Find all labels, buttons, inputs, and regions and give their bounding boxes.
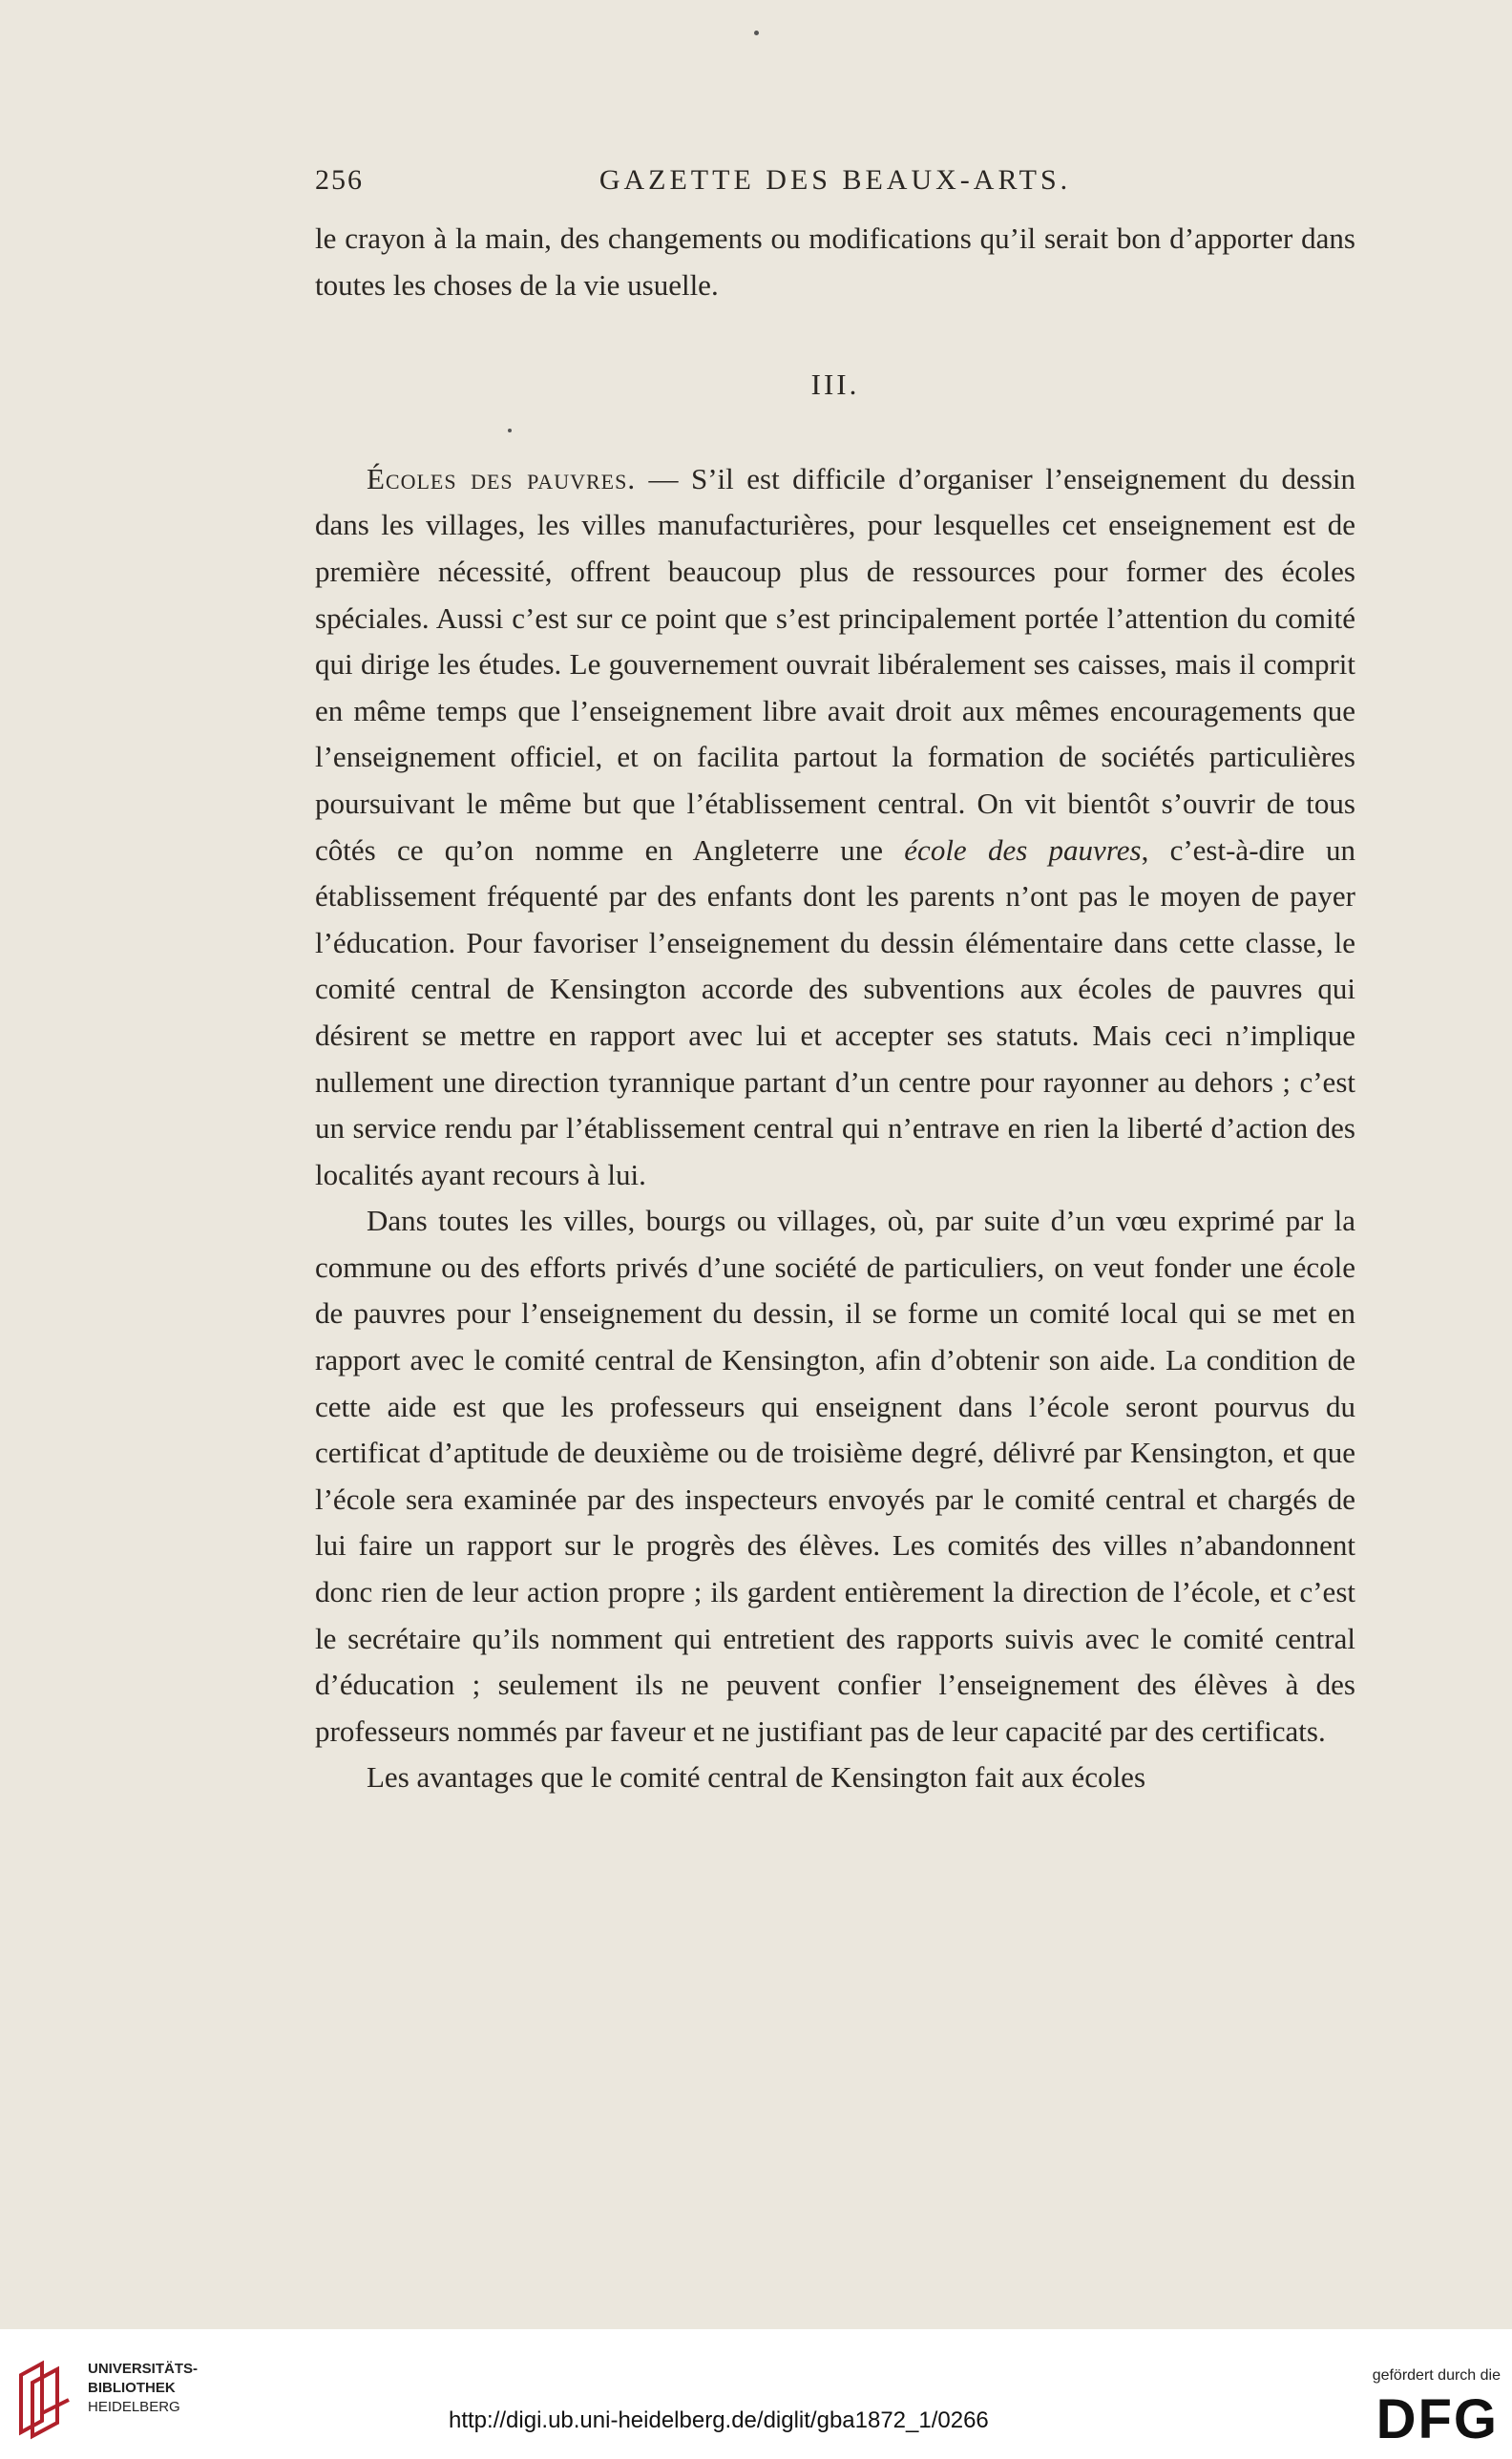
library-name xyxy=(88,2360,198,2417)
library-name-line: UNIVERSITÄTS- xyxy=(88,2361,199,2377)
paragraph-text: — S’il est difficile d’organiser l’enseignement du dessin dans les villages, les villes manufacturières, pour lesquelles cet enseignement est de première nécessité, offrent beaucoup plus de ressources pour former des écoles spéciales. Aussi c’est sur ce point que s’est principalement portée l’attention du comité qui dirige les études. Le gouvernement ouvrait libéralement ses caisses, mais il comprit en même temps que l’enseignement libre avait droit aux mêmes encouragements que l’enseignement officiel, et on facilita partout la formation de sociétés particulières poursuivant le même but que l’établissement central. On vit bientôt s’ouvrir de tous côtés ce qu’on nomme en Angleterre une xyxy=(315,461,1356,867)
library-name-line: BIBLIOTHEK xyxy=(88,2380,176,2396)
article-body xyxy=(315,216,1355,1801)
running-title: GAZETTE DES BEAUX-ARTS. xyxy=(598,164,1072,196)
paragraph-text: , c’est-à-dire un établissement fréquenté par des enfants dont les parents n’ont pas le moyen de payer l’éducation. Pour favoriser l’enseignement du dessin élémentaire dans cette classe, le comité central de Kensington accorde des subventions aux écoles de pauvres qui désirent se mettre en rapport avec lui et accepter ses statuts. Mais ceci n’implique nullement une direction tyrannique partant d’un centre pour rayonner au dehors ; c’est un service rendu par l’établissement central qui n’entrave en rien la liberté d’action des localités ayant recours à lui. xyxy=(315,832,1355,1191)
library-logo-icon xyxy=(13,2356,80,2440)
funded-by-label: gefördert durch die xyxy=(1372,2367,1501,2384)
italic-term: école des pauvres xyxy=(904,832,1142,867)
paragraph: Les avantages que le comité central de Kensington fait aux écoles xyxy=(367,1760,1146,1795)
footer-bar xyxy=(0,2329,1512,2459)
section-number: III. xyxy=(810,368,860,402)
dfg-logo: DFG xyxy=(1376,2388,1499,2450)
paragraph-lead: Écoles des pauvres. xyxy=(367,461,637,495)
paragraph: Dans toutes les villes, bourgs ou villages, où, par suite d’un vœu exprimé par la commune ou des efforts privés d’une société de particuliers, on veut fonder une école de pauvres pour l’enseignement du dessin, il se forme un comité local qui se met en rapport avec le comité central de Kensington, afin d’obtenir son aide. La condition de cette aide est que les professeurs qui enseignent dans l’école seront pourvus du certificat d’aptitude de deuxième ou de troisième degré, délivré par Kensington, et que l’école sera examinée par des inspecteurs envoyés par le comité central et chargés de lui faire un rapport sur le progrès des élèves. Les comités des villes n’abandonnent donc rien de leur action propre ; ils gardent entièrement la direction de l’école, et c’est le secrétaire qu’ils nomment qui entretient des rapports suivis avec le comité central d’éducation ; seulement ils ne peuvent confier l’enseignement des élèves à des professeurs nommés par faveur et ne justifiant pas de leur capacité par des certificats. xyxy=(315,1204,1355,1748)
library-name-line: HEIDELBERG xyxy=(88,2399,180,2415)
paragraph xyxy=(315,456,1355,1199)
page-number: 256 xyxy=(315,164,364,196)
paragraph: le crayon à la main, des changements ou modifications qu’il serait bon d’apporter dans toutes les choses de la vie usuelle. xyxy=(315,221,1355,302)
speck xyxy=(754,31,759,35)
source-url-link[interactable]: http://digi.ub.uni-heidelberg.de/diglit/gba1872_1/0266 xyxy=(449,2407,989,2433)
page-header xyxy=(315,164,1355,206)
